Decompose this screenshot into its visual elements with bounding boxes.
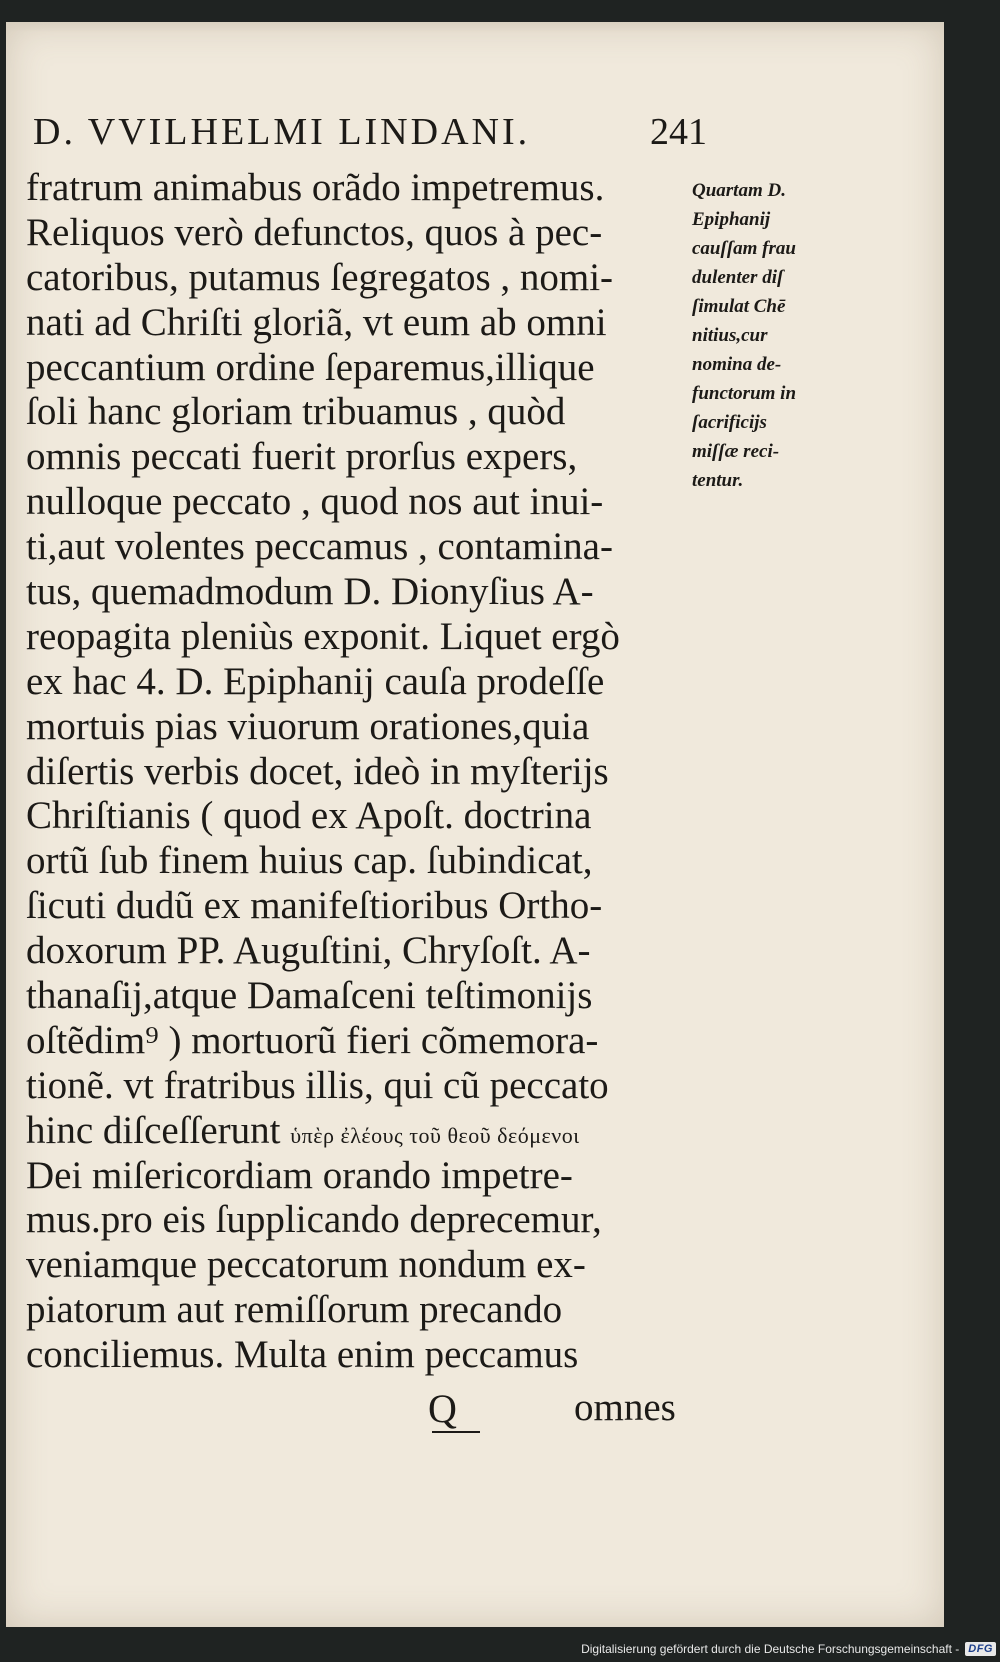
text-line: ti,aut volentes peccamus , contamina-	[26, 525, 613, 569]
text-line: Chriſtianis ( quod ex Apoſt. doctrina	[26, 794, 592, 838]
greek-phrase: ὑπὲρ ἐλέους τοῦ θεοῦ δεόμενοι	[290, 1122, 580, 1148]
text-line: oſtẽdim⁹ ) mortuorũ fieri cõmemora-	[26, 1018, 599, 1062]
text-line: Reliquos verò defunctos, quos à pec-	[26, 210, 603, 254]
margin-line: ſacrificijs	[692, 412, 767, 433]
text-line: fratrum animabus orãdo impetremus.	[26, 166, 605, 209]
text-line: ſoli hanc gloriam tribuamus , quòd	[26, 390, 566, 434]
page-top-edge	[6, 22, 944, 32]
margin-line: cauſſam frau	[692, 238, 796, 259]
text-line: nulloque peccato , quod nos aut inui-	[26, 480, 604, 524]
dfg-logo-icon: DFG	[965, 1642, 996, 1656]
signature-letter: Q	[428, 1386, 457, 1431]
text-line: nati ad Chriſti gloriã, vt eum ab omni	[26, 300, 607, 344]
signature-mark	[428, 1385, 457, 1432]
text-line: doxorum PP. Auguſtini, Chryſoſt. A-	[26, 929, 591, 973]
text-line: mortuis pias viuorum orationes,quia	[26, 704, 590, 748]
margin-line: ſimulat Chē	[692, 296, 786, 317]
text-line-with-greek	[26, 1109, 726, 1154]
catchword: omnes	[574, 1386, 676, 1429]
marginal-note	[692, 176, 842, 495]
text-line: conciliemus. Multa enim peccamus	[26, 1333, 579, 1377]
footer-credit: Digitalisierung gefördert durch die Deutsche Forschungsgemeinschaft -	[581, 1642, 960, 1656]
body-text	[26, 166, 726, 1378]
text-segment: hinc diſceſſerunt	[26, 1108, 281, 1152]
text-line: catoribus, putamus ſegregatos , nomi-	[26, 255, 614, 299]
margin-line: Quartam D.	[692, 180, 786, 201]
text-line: diſertis verbis docet, ideò in myſterijs	[26, 749, 609, 793]
text-line: ſicuti dudũ ex manifeſtioribus Ortho-	[26, 884, 603, 928]
margin-line: nitius,cur	[692, 325, 768, 346]
text-line: tionẽ. vt fratribus illis, qui cũ peccato	[26, 1063, 609, 1107]
text-line: piatorum aut remiſſorum precando	[26, 1288, 563, 1332]
digitization-footer	[581, 1638, 996, 1660]
text-line: tus, quemadmodum D. Dionyſius A-	[26, 570, 594, 614]
margin-line: dulenter diſ	[692, 267, 784, 288]
book-page	[6, 22, 944, 1627]
text-line: reopagita pleniùs exponit. Liquet ergò	[26, 614, 620, 658]
text-line: ortũ ſub finem huius cap. ſubindicat,	[26, 839, 593, 883]
text-line: mus.pro eis ſupplicando deprecemur,	[26, 1198, 602, 1242]
running-title: D. VVILHELMI LINDANI.	[33, 111, 531, 153]
margin-line: tentur.	[692, 470, 744, 491]
margin-line: miſſæ reci-	[692, 441, 780, 462]
page-number: 241	[650, 111, 707, 153]
text-line: omnis peccati fuerit prorſus expers,	[26, 435, 578, 479]
running-header	[33, 110, 713, 162]
margin-line: functorum in	[692, 383, 797, 404]
text-line: thanaſij,atque Damaſceni teſtimonijs	[26, 974, 593, 1018]
text-line: peccantium ordine ſeparemus,illique	[26, 345, 595, 389]
text-line: veniamque peccatorum nondum ex-	[26, 1243, 586, 1287]
margin-line: nomina de-	[692, 354, 782, 375]
signature-underline	[432, 1431, 480, 1433]
margin-line: Epiphanij	[692, 209, 771, 230]
text-line: Dei miſericordiam orando impetre-	[26, 1153, 573, 1197]
text-line: ex hac 4. D. Epiphanij cauſa prodeſſe	[26, 659, 605, 703]
